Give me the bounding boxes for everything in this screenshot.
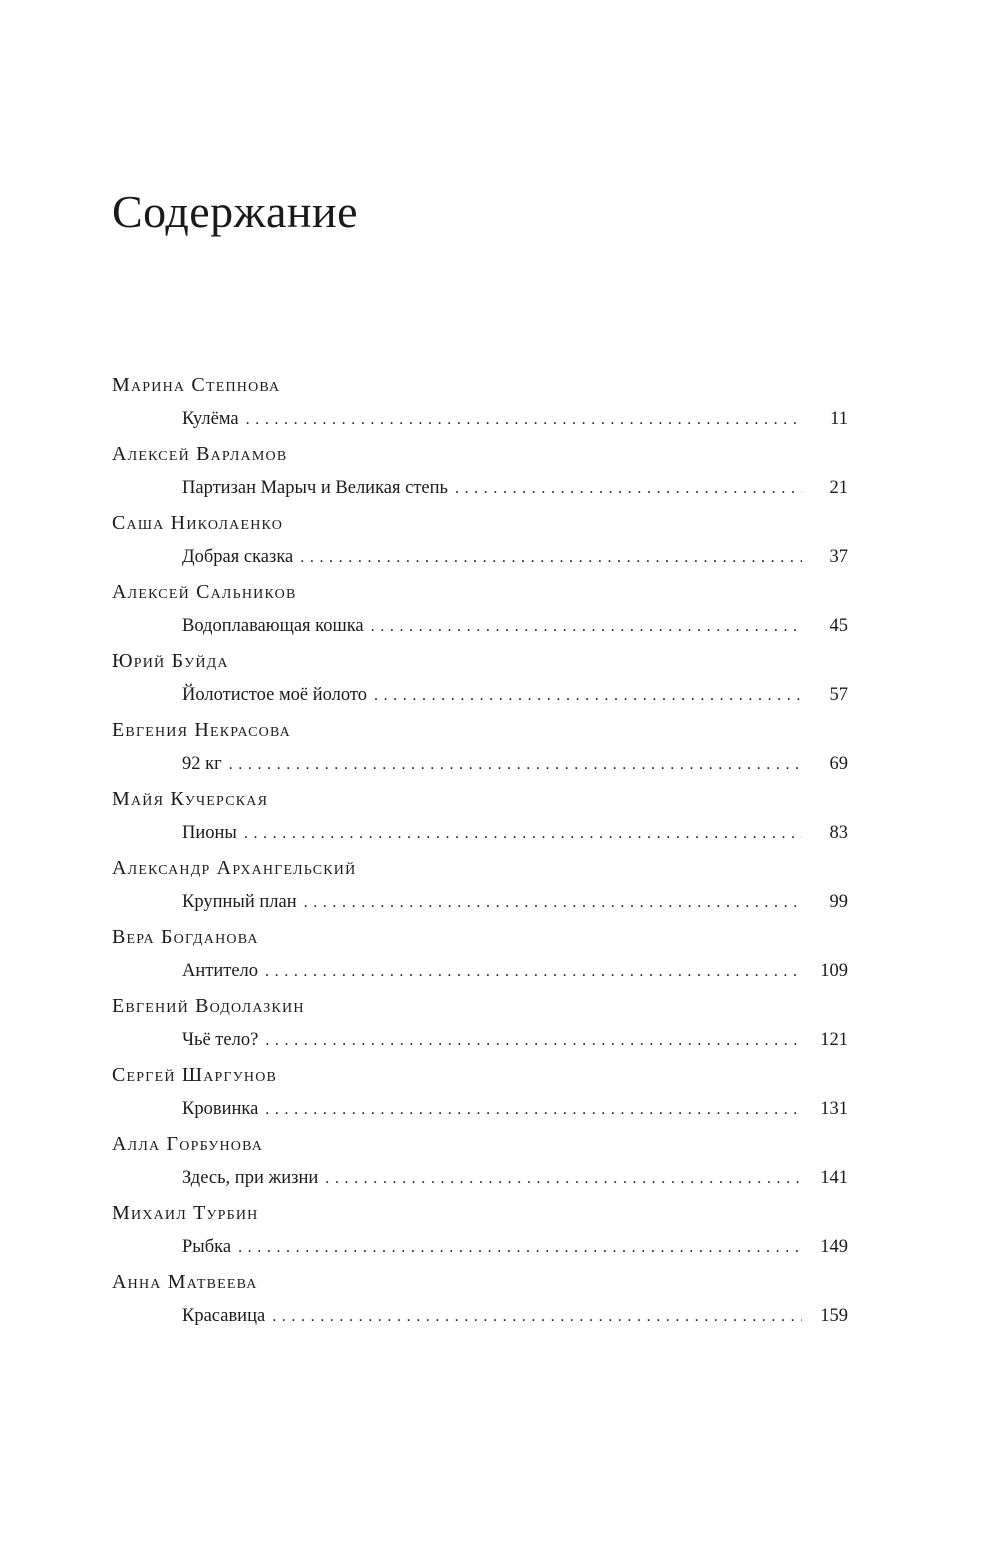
page-number: 109 (820, 961, 848, 981)
dot-leader (244, 817, 802, 851)
story-line[interactable] (182, 1092, 848, 1126)
toc-entry (112, 1265, 848, 1334)
page-number: 21 (829, 478, 848, 498)
toc-entry (112, 437, 848, 506)
toc-entry (112, 1196, 848, 1265)
author-name: Алексей Сальников (112, 581, 297, 603)
author-name: Анна Матвеева (112, 1271, 258, 1293)
story-title: Рыбка (182, 1237, 232, 1257)
page-number: 99 (829, 892, 848, 912)
author-name: Юрий Буйда (112, 650, 229, 672)
page-number: 37 (829, 547, 848, 567)
table-of-contents (112, 368, 848, 1334)
page-number: 83 (829, 823, 848, 843)
story-title: Пионы (182, 823, 237, 843)
toc-entry (112, 851, 848, 920)
toc-entry (112, 989, 848, 1058)
story-title: Кровинка (182, 1099, 259, 1119)
dot-leader (246, 403, 802, 437)
dot-leader (265, 955, 802, 989)
toc-entry (112, 644, 848, 713)
dot-leader (371, 610, 802, 644)
author-name: Евгений Водолазкин (112, 995, 305, 1017)
page-number: 45 (829, 616, 848, 636)
author-name: Майя Кучерская (112, 788, 269, 810)
dot-leader (229, 748, 802, 782)
author-name: Саша Николаенко (112, 512, 284, 534)
story-title: Кулёма (182, 409, 239, 429)
story-title: Красавица (182, 1306, 266, 1326)
story-title: Добрая сказка (182, 547, 294, 567)
author-name: Марина Степнова (112, 374, 281, 396)
story-title: Водоплавающая кошка (182, 616, 364, 636)
dot-leader (374, 679, 802, 713)
story-line[interactable] (182, 471, 848, 505)
story-line[interactable] (182, 1299, 848, 1333)
toc-entry (112, 920, 848, 989)
dot-leader (265, 1093, 802, 1127)
dot-leader (325, 1162, 802, 1196)
story-title: Здесь, при жизни (182, 1168, 319, 1188)
toc-entry (112, 713, 848, 782)
story-line[interactable] (182, 885, 848, 919)
story-line[interactable] (182, 402, 848, 436)
story-line[interactable] (182, 1161, 848, 1195)
story-line[interactable] (182, 954, 848, 988)
author-name: Алла Горбунова (112, 1133, 264, 1155)
page-number: 141 (820, 1168, 848, 1188)
author-name: Евгения Некрасова (112, 719, 291, 741)
page-number: 11 (830, 409, 848, 429)
toc-entry (112, 575, 848, 644)
page-title: Содержание (112, 186, 359, 237)
dot-leader (300, 541, 802, 575)
story-line[interactable] (182, 540, 848, 574)
author-name: Вера Богданова (112, 926, 259, 948)
story-title: Чьё тело? (182, 1030, 259, 1050)
story-line[interactable] (182, 1230, 848, 1264)
dot-leader (272, 1300, 802, 1334)
toc-entry (112, 368, 848, 437)
author-name: Сергей Шаргунов (112, 1064, 278, 1086)
story-title: Антитело (182, 961, 259, 981)
story-line[interactable] (182, 678, 848, 712)
dot-leader (238, 1231, 802, 1265)
page-number: 57 (829, 685, 848, 705)
author-name: Александр Архангельский (112, 857, 357, 879)
toc-entry (112, 1127, 848, 1196)
story-title: Крупный план (182, 892, 297, 912)
page-number: 121 (820, 1030, 848, 1050)
story-line[interactable] (182, 609, 848, 643)
page-number: 69 (829, 754, 848, 774)
story-title: Партизан Марыч и Великая степь (182, 478, 448, 498)
dot-leader (455, 472, 802, 506)
page-number: 149 (820, 1237, 848, 1257)
author-name: Алексей Варламов (112, 443, 288, 465)
toc-entry (112, 1058, 848, 1127)
author-name: Михаил Турбин (112, 1202, 259, 1224)
toc-entry (112, 506, 848, 575)
toc-entry (112, 782, 848, 851)
dot-leader (265, 1024, 802, 1058)
story-title: 92 кг (182, 754, 222, 774)
story-line[interactable] (182, 1023, 848, 1057)
page-number: 131 (820, 1099, 848, 1119)
story-line[interactable] (182, 747, 848, 781)
story-title: Йолотистое моё йолото (182, 685, 367, 705)
story-line[interactable] (182, 816, 848, 850)
dot-leader (304, 886, 802, 920)
page-number: 159 (820, 1306, 848, 1326)
